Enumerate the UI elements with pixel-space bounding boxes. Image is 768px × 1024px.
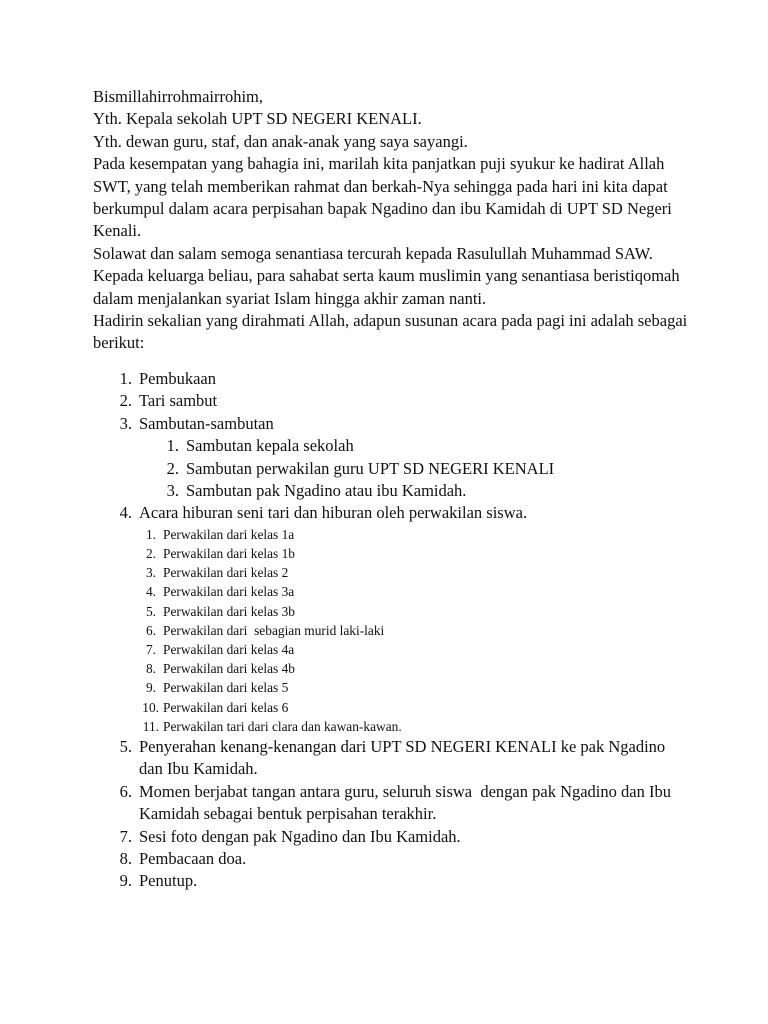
list-number: 3.: [119, 413, 132, 433]
list-item: [93, 698, 693, 717]
list-item: [93, 458, 693, 480]
sambutan-sublist: [139, 435, 693, 502]
list-number: 8.: [119, 848, 132, 868]
list-number: 2.: [119, 391, 132, 411]
list-item-text: Pembacaan doa.: [139, 848, 247, 868]
list-item-text: Tari sambut: [139, 391, 218, 411]
list-item-text: Sambutan pak Ngadino atau ibu Kamidah.: [186, 480, 467, 500]
list-item: [93, 368, 693, 390]
list-number: 2.: [166, 458, 179, 478]
document-page: [93, 86, 693, 893]
list-item: [93, 480, 693, 502]
list-number: 8.: [145, 661, 156, 677]
list-item-text: Perwakilan dari kelas 1b: [163, 545, 296, 561]
list-item-text: Sambutan-sambutan: [139, 413, 274, 433]
list-number: 2.: [145, 545, 156, 561]
list-number: 9.: [119, 871, 132, 891]
list-item-text: Perwakilan dari kelas 6: [163, 699, 289, 715]
list-number: 1.: [119, 368, 132, 388]
list-item: [93, 502, 693, 736]
hiburan-sublist: [93, 525, 693, 736]
list-item: [93, 659, 693, 678]
list-item-text: Perwakilan dari kelas 2: [163, 565, 289, 581]
sholawat-paragraph: Solawat dan salam semoga senantiasa tercurah kepada Rasulullah Muhammad SAW. Kepada keluarga beliau, para sahabat serta kaum muslimin yang senantiasa beristiqomah dalam menjalankan syariat Islam hingga akhir zaman nanti.: [93, 243, 680, 308]
opening-paragraph: Pada kesempatan yang bahagia ini, marilah kita panjatkan puji syukur ke hadirat Allah SWT, yang telah memberikan rahmat dan berkah-Nya sehingga pada hari ini kita dapat berkumpul dalam acara perpisahan bapak Ngadino dan ibu Kamidah di UPT SD Negeri Kenali.: [93, 154, 672, 241]
list-item-text: Perwakilan dari kelas 5: [163, 680, 289, 696]
list-item-text: Sambutan kepala sekolah: [186, 436, 354, 456]
list-item: [93, 848, 693, 870]
list-item: [93, 717, 693, 736]
list-item: [93, 870, 693, 892]
list-number: 6.: [145, 622, 156, 638]
list-item-text: Perwakilan dari kelas 1a: [163, 526, 295, 542]
list-number: 7.: [145, 641, 156, 657]
list-number: 3.: [145, 565, 156, 581]
list-item: [93, 413, 693, 503]
list-item: [93, 602, 693, 621]
agenda-intro: Hadirin sekalian yang dirahmati Allah, adapun susunan acara pada pagi ini adalah sebagai berikut:: [93, 311, 688, 353]
agenda-list: [93, 368, 693, 893]
greeting-teachers: Yth. dewan guru, staf, dan anak-anak yang saya sayangi.: [93, 131, 468, 151]
list-number: 1.: [145, 526, 156, 542]
list-number: 4.: [119, 503, 132, 523]
list-item-text: Perwakilan dari kelas 4a: [163, 641, 295, 657]
list-item: [93, 621, 693, 640]
list-item-text: Perwakilan dari kelas 3b: [163, 603, 296, 619]
list-item-text: Sesi foto dengan pak Ngadino dan Ibu Kamidah.: [139, 826, 461, 846]
list-number: 1.: [166, 436, 179, 456]
list-item-text: Penutup.: [139, 871, 198, 891]
list-item-text: Perwakilan dari sebagian murid laki-laki: [163, 622, 385, 638]
list-item-text: Perwakilan dari kelas 4b: [163, 661, 296, 677]
list-item-text: Sambutan perwakilan guru UPT SD NEGERI KENALI: [186, 458, 555, 478]
list-item: [93, 563, 693, 582]
list-item: [93, 525, 693, 544]
list-item-text: Penyerahan kenang-kenangan dari UPT SD NEGERI KENALI ke pak Ngadino dan Ibu Kamidah.: [139, 736, 666, 779]
list-item-text: Acara hiburan seni tari dan hiburan oleh perwakilan siswa.: [139, 503, 528, 523]
salutation: Bismillahirrohmairrohim,: [93, 87, 264, 106]
list-item: [93, 582, 693, 601]
list-number: 10.: [142, 699, 159, 715]
list-item-text: Momen berjabat tangan antara guru, seluruh siswa dengan pak Ngadino dan Ibu Kamidah sebagai bentuk perpisahan terakhir.: [139, 781, 676, 824]
list-number: 5.: [119, 736, 132, 756]
list-item: [93, 736, 693, 781]
list-item: [93, 435, 693, 457]
list-number: 3.: [166, 480, 179, 500]
list-number: 7.: [119, 826, 132, 846]
list-number: 6.: [119, 781, 132, 801]
list-item-text: Perwakilan tari dari clara dan kawan-kawan.: [163, 718, 402, 734]
list-item: [93, 544, 693, 563]
list-item: [93, 826, 693, 848]
list-number: 9.: [145, 680, 156, 696]
list-item: [93, 678, 693, 697]
list-item-text: Perwakilan dari kelas 3a: [163, 584, 295, 600]
list-item: [93, 781, 693, 826]
list-number: 5.: [145, 603, 156, 619]
list-item: [93, 390, 693, 412]
list-number: 11.: [142, 718, 159, 734]
list-item: [93, 640, 693, 659]
list-item-text: Pembukaan: [139, 368, 216, 388]
greeting-headmaster: Yth. Kepala sekolah UPT SD NEGERI KENALI.: [93, 109, 422, 129]
list-number: 4.: [145, 584, 156, 600]
